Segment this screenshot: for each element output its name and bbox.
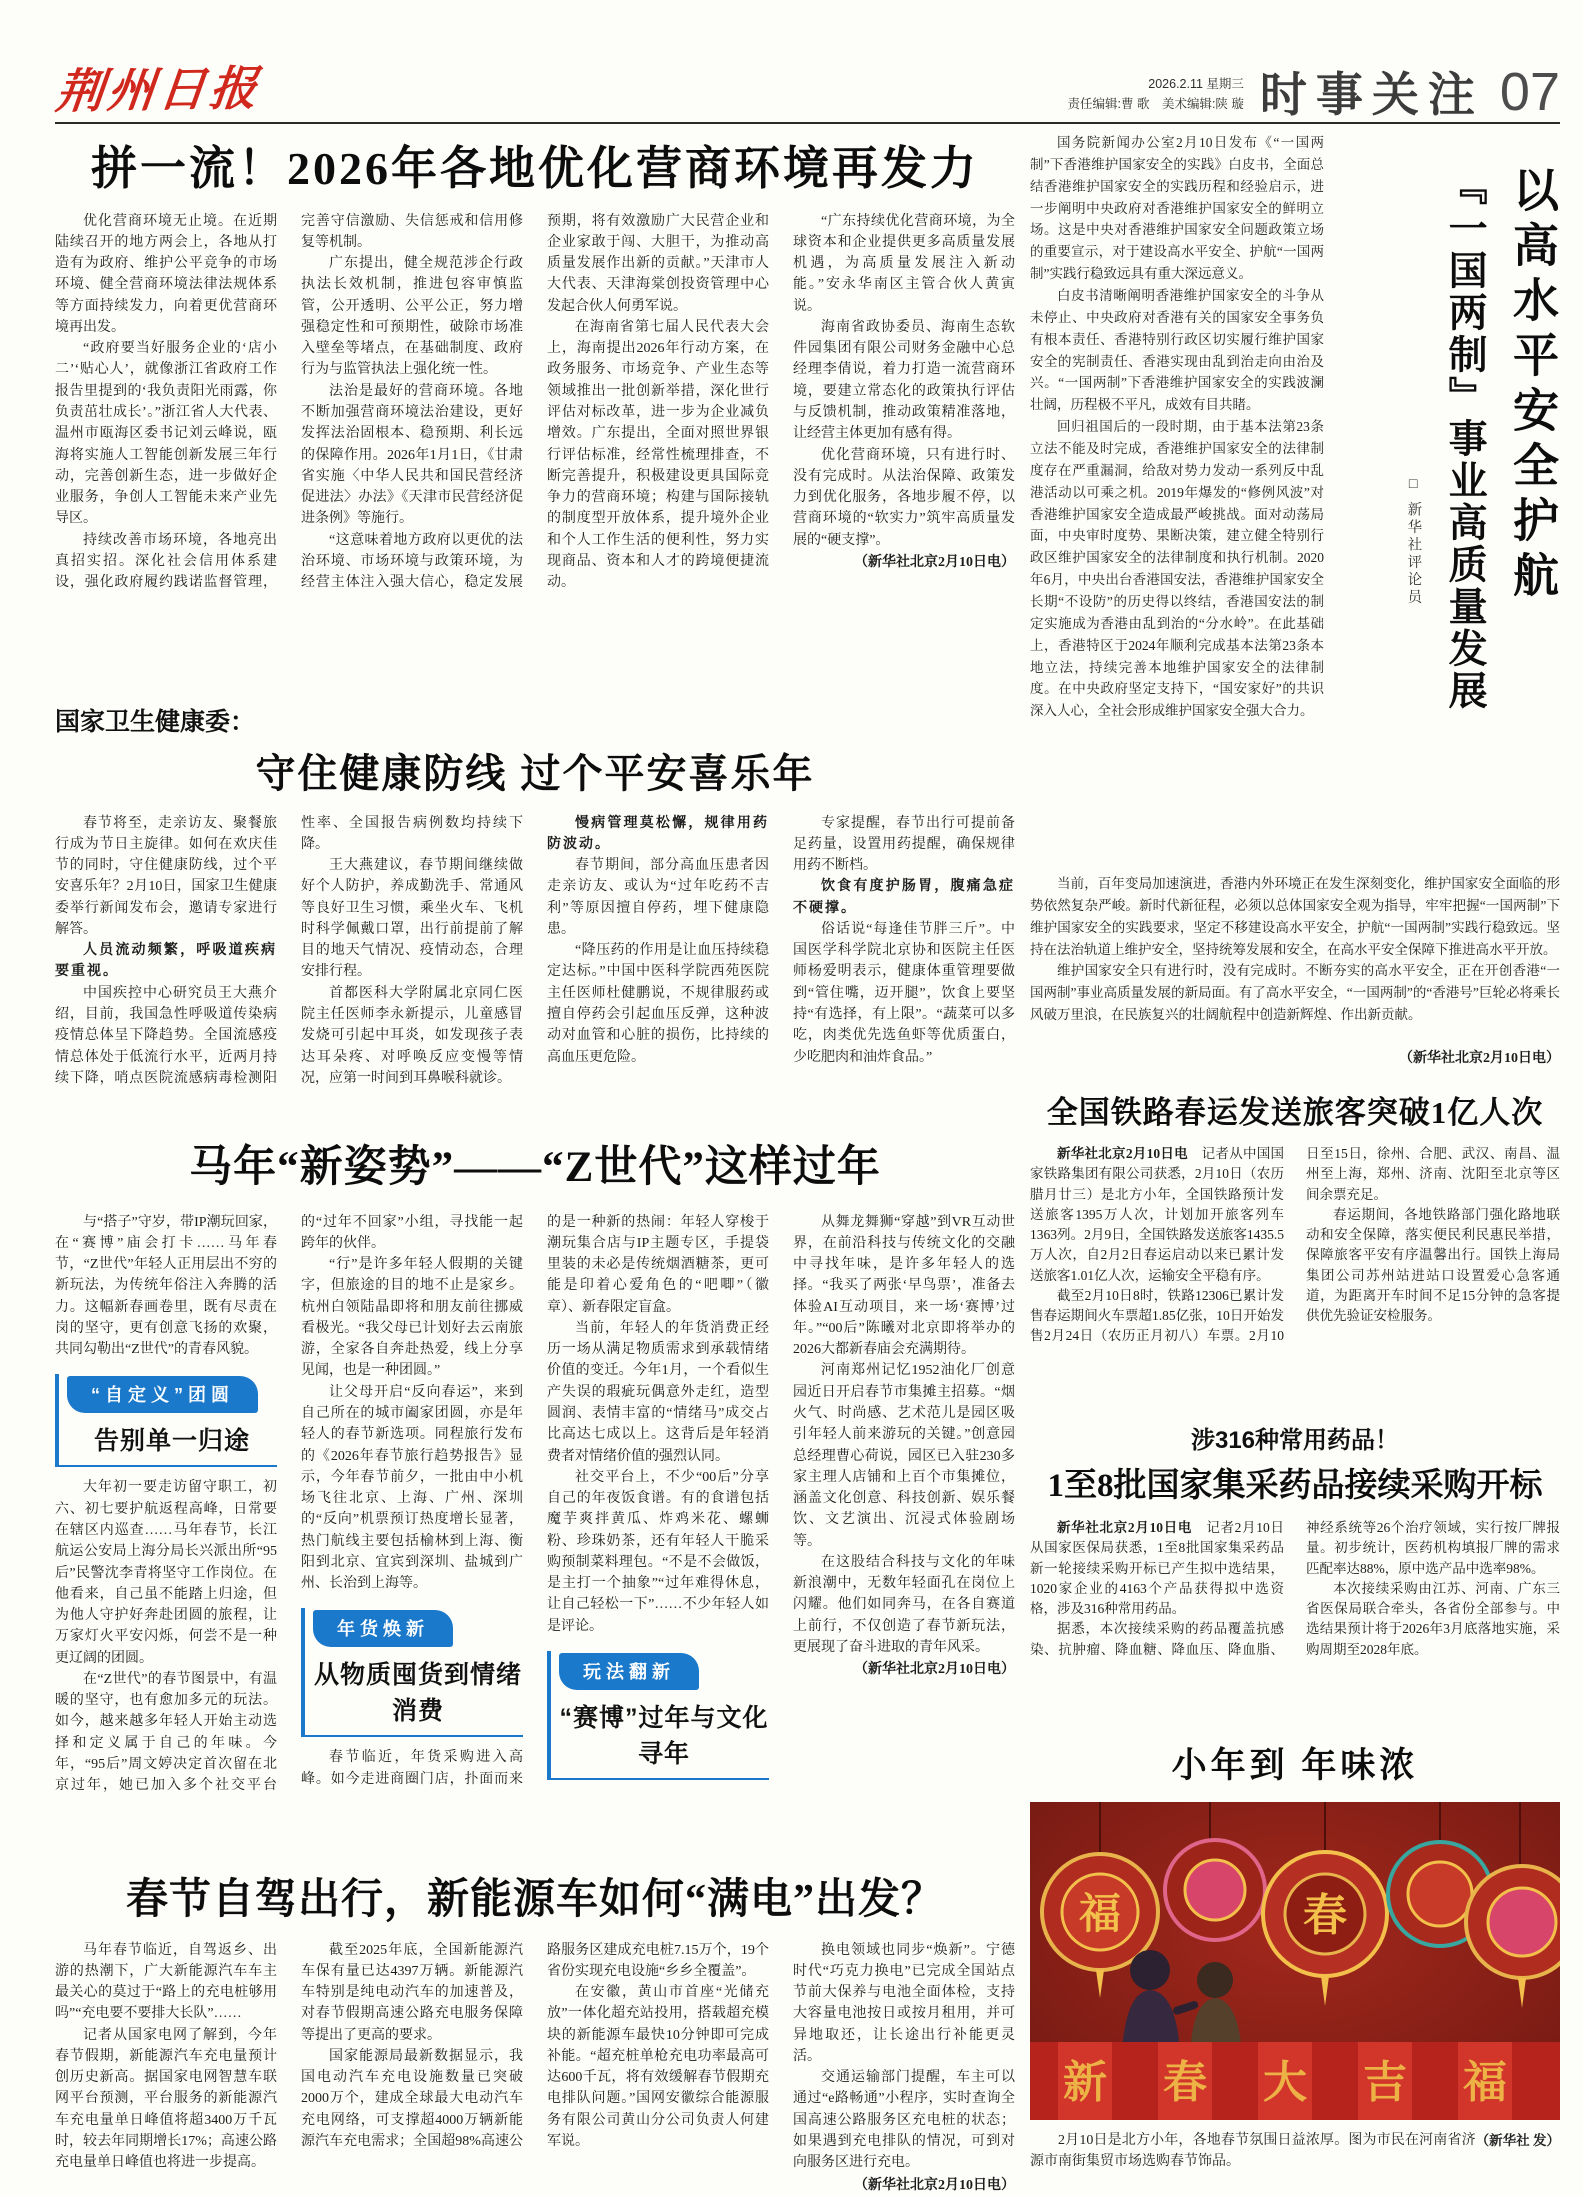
- news-source: （新华社北京2月10日电）: [854, 1662, 1015, 1678]
- article-headline: 拼一流！2026年各地优化营商环境再发力: [91, 143, 979, 194]
- article-body: [1030, 1518, 1560, 1700]
- paragraph: 在安徽，黄山市首座“光储充放”一体化超充站投用，搭载超充模块的新能源车最快10分钟即可完成补能。“超充桩单枪充电功率最高可达600千瓦，将有效缓解春节假期充电排队问题。”国网安徽综合能源服务有限公司黄山分公司负责人何建军说。: [547, 1985, 769, 2149]
- paragraph: 与“搭子”守岁，带IP潮玩回家，在“赛博”庙会打卡……马年春节，“Z世代”年轻人正用层出不穷的新玩法，为传统年俗注入奔腾的活力。这幅新春画卷里，既有尽责在岗的坚守，更有创意飞扬的欢聚，共同勾勒出“Z世代”的青春风貌。: [55, 1214, 277, 1358]
- section-title: 时事关注: [1259, 68, 1484, 121]
- news-source: （新华社北京2月10日电）: [854, 554, 1015, 570]
- article-headline: 1至8批国家集采药品接续采购开标: [1047, 1468, 1543, 1504]
- paragraph: 白皮书清晰阐明香港维护国家安全的斗争从未停止、中央政府对香港有关的国家安全事务负有根本责任、香港特别行政区切实履行维护国家安全的宪制责任、香港实现由乱到治走向由治及兴。“一国两制”下香港维护国家安全的实践波澜壮阔，历程极不平凡，成效有目共睹。: [1030, 288, 1324, 413]
- paragraph: “广东持续优化营商环境，为全球资本和企业提供更多高质量发展机遇，为高质量发展注入新动能。”安永华南区主管合伙人黄寅说。: [793, 213, 1015, 314]
- section-subhead: “赛博”过年与文化寻年: [559, 1703, 769, 1768]
- paragraph: 俗话说“每逢佳节胖三斤”。中国医学科学院北京协和医院主任医师杨爱明表示，健康体重管理要做到“管住嘴，迈开腿”，饮食上要坚持“有选择，有上限”。“蔬菜可以多吃，肉类优先选鱼虾等优质蛋白，少吃肥肉和油炸食品。”: [793, 921, 1015, 1065]
- photo-title: 小年到 年味浓: [1171, 1746, 1419, 1785]
- svg-text:吉: 吉: [1363, 2058, 1407, 2107]
- paragraph: 法治是最好的营商环境。各地不断加强营商环境法治建设，更好发挥法治固根本、稳预期、利长远的保障作用。2026年1月1日，《甘肃省实施〈中华人民共和国民营经济促进法〉办法》《天津市民营经济促进条例》等施行。: [301, 383, 523, 527]
- paragraph: [1030, 1144, 1284, 1286]
- paragraph: 让父母开启“反向春运”，来到自己所在的城市阖家团圆，亦是年轻人的春节新选项。同程旅行发布的《2026年春节旅行趋势报告》显示，今年春节前夕，一批由中小机场飞往北京、上海、广州、深圳的“反向”机票预订热度增长显著，热门航线主要包括榆林到上海、衡阳到北京、宜宾到深圳、盐城到广州、长治到上海等。: [301, 1384, 523, 1592]
- svg-text:春: 春: [1163, 2058, 1207, 2107]
- paragraph: 在这股结合科技与文化的年味新浪潮中，无数年轻面孔在岗位上闪耀。他们如同奔马，在各自赛道上前行，不仅创造了春节新玩法，更展现了奋斗进取的青年风采。: [793, 1554, 1015, 1655]
- paragraph: 广东提出，健全规范涉企行政执法长效机制，推进包容审慎监管，公开透明、公平公正，努力增强稳定性和可预期性，破除市场准入壁垒等堵点，在基础制度、政府行为与监管执法上强化统一性。: [301, 256, 523, 378]
- section-subhead: 告别单一归途: [93, 1427, 250, 1456]
- commentary-byline: □ 新华社评论员: [1405, 476, 1422, 607]
- edition-editors: 责任编辑:曹 歌 美术编辑:陕 璇: [1067, 96, 1244, 111]
- inline-subhead: 饮食有度护肠胃，腹痛急症不硬撑。: [793, 879, 1015, 916]
- photo-news: [1030, 1738, 1560, 2173]
- article-body: [55, 211, 1015, 656]
- ornament-fans: [1042, 1840, 1560, 1978]
- page-number: 07: [1499, 62, 1560, 123]
- paragraph: 持续改善市场环境，各地亮出真招实招。深化社会信用体系建设，强化政府履约践诺监督管理，完善守信激励、失信惩戒和信用修复等机制。: [55, 213, 523, 591]
- paragraph: 优化营商环境，只有进行时、没有完成时。从法治保障、政策发力到优化服务，各地步履不停，以营商环境的“软实力”筑牢高质量发展的“硬支撑”。: [793, 447, 1015, 548]
- paragraph: 国务院新闻办公室2月10日发布《“一国两制”下香港维护国家安全的实践》白皮书，全面总结香港维护国家安全的实践历程和经验启示，进一步阐明中央政府对香港维护国家安全的鲜明立场。这是中央对香港维护国家安全问题政策立场的重要宣示，对于建设高水平安全、护航“一国两制”实践行稳致远具有重大深远意义。: [1030, 135, 1324, 282]
- paragraph: 截至2月10日8时，铁路12306已累计发售春运期间火车票超1.85亿张，10日开始发售2月24日（农历正月初八）车票。2月10日至15日，徐州、合肥、武汉、南昌、温州至上海，郑州、济南、沈阳至北京等区间余票充足。: [1030, 1146, 1560, 1344]
- paragraph-text: 记者2月10日从国家医保局获悉，1至8批国家集采药品新一轮接续采购开标已产生拟中选结果，1020家企业的4163个产品获得拟中选资格，涉及316种常用药品。: [1030, 1520, 1284, 1616]
- paragraph: 首都医科大学附属北京同仁医院主任医师李永新提示，儿童感冒发烧可引起中耳炎，如发现孩子表达耳朵疼、对呼唤反应变慢等情况，应第一时间到耳鼻喉科就诊。: [301, 985, 523, 1086]
- article-body: [55, 1940, 1015, 2197]
- article-drug-procurement: [1030, 1420, 1560, 1700]
- masthead-rule: [55, 122, 1560, 124]
- article-headline: 马年“新姿势”——“Z世代”这样过年: [189, 1143, 881, 1191]
- caption-text: 2月10日是北方小年，各地春节氛围日益浓厚。图为市民在河南省济源市南街集贸市场选购春节饰品。: [1030, 2133, 1476, 2170]
- article-headline: 守住健康防线 过个平安喜乐年: [255, 751, 815, 796]
- article-body: [55, 813, 1015, 1091]
- news-source: （新华社北京2月10日电）: [1399, 1051, 1560, 1066]
- paragraph: 交通运输部门提醒，车主可以通过“e路畅通”小程序，实时查询全国高速公路服务区充电桩的状态；如果遇到充电排队的情况，可到对向服务区进行充电。: [793, 2070, 1015, 2171]
- paragraph: 优化营商环境无止境。在近期陆续召开的地方两会上，各地从打造有为政府、维护公平竞争的市场环境、健全营商环境法律法规体系等方面持续发力，向着更优营商环境再出发。: [55, 213, 277, 335]
- commentary-body: [1030, 132, 1336, 867]
- paragraph: 本次接续采购由江苏、河南、广东三省医保局联合牵头，各省份全部参与。中选结果预计将于2026年3月底落地实施，采购周期至2028年底。: [1306, 1580, 1560, 1657]
- vertical-headline-line2: 『一国两制』事业高质量发展: [1443, 166, 1487, 712]
- inline-subhead: 慢病管理莫松懈，规律用药防波动。: [547, 815, 769, 852]
- section-tag-badge: 玩法翻新: [559, 1653, 699, 1690]
- paragraph: 在海南省第七届人民代表大会上，海南提出2026年行动方案，在政务服务、市场竞争、产业生态等领域推出一批创新举措，深化世行评估对标改革，进一步为企业减负增效。广东提出，全面对照世界银行评估标准，经常性梳理排查，不断完善提升，积极建设更具国际竞争力的营商环境；构建与国际接轨的制度型开放体系，提升境外企业和个人工作生活的便利性，努力实现商品、资本和人才的跨境便捷流动。: [547, 319, 769, 591]
- paragraph: 截至2025年底，全国新能源汽车保有量已达4397万辆。新能源汽车特别是纯电动汽车的加速普及，对春节假期高速公路充电服务保障等提出了更高的要求。: [301, 1942, 523, 2043]
- article-kicker: 涉316种常用药品！: [1190, 1427, 1400, 1454]
- article-headline: 春节自驾出行，新能源车如何“满电”出发？: [125, 1876, 944, 1923]
- article-kicker: 国家卫生健康委：: [55, 707, 256, 736]
- article-health: [55, 702, 1015, 1091]
- paragraph: 春节将至，走亲访友、聚餐旅行成为节日主旋律。如何在欢庆佳节的同时，守住健康防线，过个平安喜乐年？2月10日，国家卫生健康委举行新闻发布会，邀请专家进行解答。: [55, 815, 277, 937]
- paragraph: 大年初一要走访留守职工，初六、初七要护航返程高峰，日常要在辖区内巡查……马年春节，长江航运公安局上海分局长兴派出所“95后”民警沈李青将坚守工作岗位。在他看来，自己虽不能踏上归途，但为他人守护好奔赴团圆的旅程，让万家灯火平安闪烁，何尝不是一种更辽阔的团圆。: [55, 1480, 277, 1666]
- paragraph: 海南省政协委员、海南生态软件园集团有限公司财务金融中心总经理李倩说，着力打造一流营商环境，要建立常态化的政策执行评估与反馈机制，推动政策精准落地，让经营主体更加有感有得。: [793, 319, 1015, 442]
- paragraph: 马年春节临近，自驾返乡、出游的热潮下，广大新能源汽车车主最关心的莫过于“路上的充电桩够用吗”“充电要不要排大长队”……: [55, 1942, 277, 2022]
- paragraph: 中国疾控中心研究员王大燕介绍，目前，我国急性呼吸道传染病疫情总体呈下降趋势。全国流感疫情总体处于低流行水平，近两月持续下降，哨点医院流感病毒检测阳性率、全国报告病例数均持续下降。: [55, 815, 523, 1086]
- article-commentary-hk: [1030, 132, 1560, 1067]
- svg-text:大: 大: [1263, 2058, 1307, 2107]
- paragraph: 社交平台上，不少“00后”分享自己的年夜饭食谱。有的食谱包括魔芋爽拌黄瓜、炸鸡米花、螺蛳粉、珍珠奶茶，还有年轻人干脆采购预制菜料理包。“不是不会做饭，是主打一个抽象”“过年难得休息，让自己轻松一下”……不少年轻人如是评论。: [547, 1469, 769, 1634]
- paragraph: 记者从国家电网了解到，今年春节假期，新能源汽车充电量预计创历史新高。据国家电网智慧车联网平台预测，平台服务的新能源汽车充电量单日峰值将超3400万千瓦时，较去年同期增长17%；高速公路充电量单日峰值也将进一步提高。: [55, 2027, 277, 2171]
- paragraph: 据悉，本次接续采购的药品覆盖抗感染、抗肿瘤、降血糖、降血压、降血脂、神经系统等26个治疗领域，实行按厂牌报量。初步统计，医药机构填报厂牌的需求匹配率达88%，原中选产品中选率98%。: [1030, 1520, 1560, 1657]
- svg-text:新: 新: [1063, 2058, 1107, 2107]
- photo-festive-market: [1030, 1802, 1560, 2120]
- edition-info: [1068, 75, 1244, 118]
- paragraph: [1030, 1518, 1284, 1619]
- svg-text:福: 福: [1463, 2058, 1507, 2107]
- paragraph: 春节期间，部分高血压患者因走亲访友、或认为“过年吃药不吉利”等原因擅自停药，埋下健康隐患。: [547, 858, 769, 937]
- article-railway: [1030, 1087, 1560, 1394]
- paragraph: “这意味着地方政府以更优的法治环境、市场环境与政策环境，为经营主体注入强大信心，稳定发展预期，将有效激励广大民营企业和企业家敢于闯、大胆干，为推动高质量发展作出新的贡献。”天津市人大代表、天津海棠创投资管理中心发起合伙人何勇军说。: [301, 213, 769, 591]
- article-body: [55, 1212, 1015, 1830]
- paragraph: 在“Z世代”的春节图景中，有温暖的坚守，也有愈加多元的玩法。如今，越来越多年轻人开始主动选择和定义属于自己的年味。今年，“95后”周文婷决定首次留在北京过年，她已加入多个社交平台的“过年不回家”小组，寻找能一起跨年的伙伴。: [55, 1214, 523, 1794]
- section-tag-badge: “自定义”团圆: [67, 1376, 258, 1413]
- paragraph: 河南郑州记忆1952油化厂创意园近日开启春节市集摊主招募。“烟火气、时尚感、艺术范儿是园区吸引年轻人前来游玩的关键。”创意园总经理曹心荷说，园区已入驻230多家主理人店铺和上百个市集摊位，涵盖文化创意、科技创新、娱乐餐饮、文艺演出、沉浸式体验剧场等。: [793, 1363, 1015, 1549]
- inline-subhead: 人员流动频繁，呼吸道疾病要重视。: [55, 943, 277, 980]
- edition-date: 2026.2.11 星期三: [1148, 77, 1244, 92]
- paragraph: “行”是许多年轻人假期的关键字，但旅途的目的地不止是家乡。杭州白领陆晶即将和朋友前往挪威看极光。“我父母已计划好去云南旅游，全家各自奔赴热爱，线上分享见闻，也是一种团圆。”: [301, 1257, 523, 1379]
- paragraph: 春运期间，各地铁路部门强化路地联动和安全保障，落实便民利民惠民举措，保障旅客平安有序温馨出行。国铁上海局集团公司苏州站进站口设置爱心急客通道，为距离开车时间不足15分钟的急客提供优先验证安检服务。: [1306, 1206, 1560, 1323]
- article-z-generation: [55, 1133, 1015, 1830]
- svg-text:福: 福: [1078, 1892, 1122, 1938]
- dateline: 新华社北京2月10日电: [1057, 1520, 1207, 1535]
- vertical-headline-line1: 以高水平安全护航: [1507, 166, 1558, 606]
- left-column: [55, 132, 1015, 2197]
- paragraph: 当前，年轻人的年货消费正经历一场从满足物质需求到承载情绪价值的变迁。今年1月，一个看似生产失误的瑕疵玩偶意外走红，造型圆润、表情丰富的“情绪马”成交占比高达七成以上。这背后是年轻消费者对情绪价值的强烈认同。: [547, 1320, 769, 1464]
- paragraph: 王大燕建议，春节期间继续做好个人防护，养成勤洗手、常通风等良好卫生习惯，乘坐火车、飞机时科学佩戴口罩，出行前提前了解目的地天气情况、疫情动态，合理安排行程。: [301, 858, 523, 980]
- section-subhead: 从物质囤货到情绪消费: [313, 1661, 522, 1726]
- commentary-top: [1030, 132, 1560, 867]
- vertical-headline: [1393, 166, 1558, 866]
- paragraph: 换电领域也同步“焕新”。宁德时代“巧克力换电”已完成全国站点节前大保养与电池全面体检，支持大容量电池按日或按月租用，并可异地取还，让长途出行补能更灵活。: [793, 1942, 1015, 2064]
- commentary-bottom: [1030, 873, 1560, 1045]
- paragraph: 从舞龙舞狮“穿越”到VR互动世界，在前沿科技与传统文化的交融中寻找年味，是许多年轻人的选择。“我买了两张‘早鸟票’，准备去体验AI互动项目，来一场‘赛博’过年。”“00后”陈曦对北京即将举办的2026大都新春庙会充满期待。: [793, 1214, 1015, 1358]
- dateline: 新华社北京2月10日电: [1057, 1146, 1202, 1161]
- article-headline: 全国铁路春运发送旅客突破1亿人次: [1046, 1095, 1544, 1130]
- photo-illustration: [1030, 1802, 1560, 2120]
- masthead-right: [1067, 62, 1560, 123]
- paragraph: “政府要当好服务企业的‘店小二’‘贴心人’，就像浙江省政府工作报告里提到的‘我负责阳光雨露，你负责茁壮成长’。”浙江省人大代表、温州市瓯海区委书记刘云峰说，瓯海将实施人工智能创新发展三年行动，完善创新生态，进一步做好企业服务，争创人工智能未来产业先导区。: [55, 341, 277, 527]
- section-header: [301, 1608, 523, 1737]
- section-header: [547, 1651, 769, 1780]
- photo-credit: （新华社 发）: [1475, 2133, 1560, 2148]
- paragraph: 回归祖国后的一段时期，由于基本法第23条立法不能及时完成，香港维护国家安全的法律制度存在严重漏洞，给敌对势力发动一系列反中乱港活动以可乘之机。2019年爆发的“修例风波”对香港维护国家安全造成最严峻挑战。面对动荡局面，中央审时度势、果断决策，建立健全特别行政区维护国家安全的法律制度和执行机制。2020年6月，中央出台香港国安法，香港维护国家安全长期“不设防”的历史得以终结，香港国安法的制定实施成为香港由乱到治的“分水岭”。在此基础上，香港特区于2024年顺利完成基本法第23条本地立法，持续完善本地维护国家安全的法律制度。在中央政府坚定支持下，“国安家好”的共识深入人心，全社会形成维护国家安全强大合力。: [1030, 419, 1324, 719]
- paper-logo: 荆州日报: [53, 63, 264, 119]
- section-header: [55, 1374, 277, 1467]
- article-ev-charging: [55, 1866, 1015, 2197]
- article-body: [1030, 1144, 1560, 1394]
- paragraph: “降压药的作用是让血压持续稳定达标。”中国中医科学院西苑医院主任医师杜健鹏说，不规律服药或擅自停药会引起血压反弹，这种波动对血管和心脏的损伤，比持续的高血压更危险。: [547, 943, 769, 1065]
- news-source: （新华社北京2月10日电）: [854, 2177, 1015, 2193]
- section-tag-badge: 年货焕新: [313, 1610, 453, 1647]
- paragraph: 维护国家安全只有进行时，没有完成时。不断夯实的高水平安全，正在开创香港“一国两制”事业高质量发展的新局面。有了高水平安全，“一国两制”的“香港号”巨轮必将乘长风破万里浪，在民族复兴的壮阔航程中创造新辉煌、作出新贡献。: [1030, 963, 1560, 1023]
- masthead: [53, 30, 1560, 123]
- paragraph: 专家提醒，春节出行可提前备足药量，设置用药提醒，确保规律用药不断档。: [793, 815, 1015, 874]
- commentary-title-block: [1336, 132, 1560, 867]
- article-business-environment: [55, 144, 1015, 656]
- svg-text:春: 春: [1303, 1891, 1347, 1940]
- paragraph: 春节临近，年货采购进入高峰。如今走进商圈门店，扑面而来的是一种新的热闹：年轻人穿梭于潮玩集合店与IP主题专区，手提袋里装的未必是传统烟酒糖茶，更可能是印着心爱角色的“吧唧”（徽章）、新春限定盲盒。: [301, 1214, 769, 1787]
- paragraph-text: 记者从中国国家铁路集团有限公司获悉，2月10日（农历腊月廿三）是北方小年，全国铁路预计发送旅客1395万人次，计划加开旅客列车1363列。2月9日，全国铁路发送旅客1435.5万人次，自2月2日春运启动以来已累计发送旅客1.01亿人次，运输安全平稳有序。: [1030, 1146, 1284, 1283]
- photo-caption: [1030, 2130, 1560, 2173]
- paragraph: 国家能源局最新数据显示，我国电动汽车充电设施数量已突破2000万个，建成全球最大电动汽车充电网络，可支撑超4000万辆新能源汽车充电需求；全国超98%高速公路服务区建成充电桩7.15万个，19个省份实现充电设施“乡乡全覆盖”。: [301, 1942, 769, 2149]
- paragraph: 当前，百年变局加速演进，香港内外环境正在发生深刻变化，维护国家安全面临的形势依然复杂严峻。新时代新征程，必须以总体国家安全观为指导，牢牢把握“一国两制”下维护国家安全的实践要求，坚定不移建设高水平安全，护航“一国两制”实践行稳致远。坚持在法治轨道上维护安全，坚持统筹发展和安全，在高水平安全保障下推进高水平开放。: [1030, 876, 1560, 957]
- right-column: [1030, 132, 1560, 2173]
